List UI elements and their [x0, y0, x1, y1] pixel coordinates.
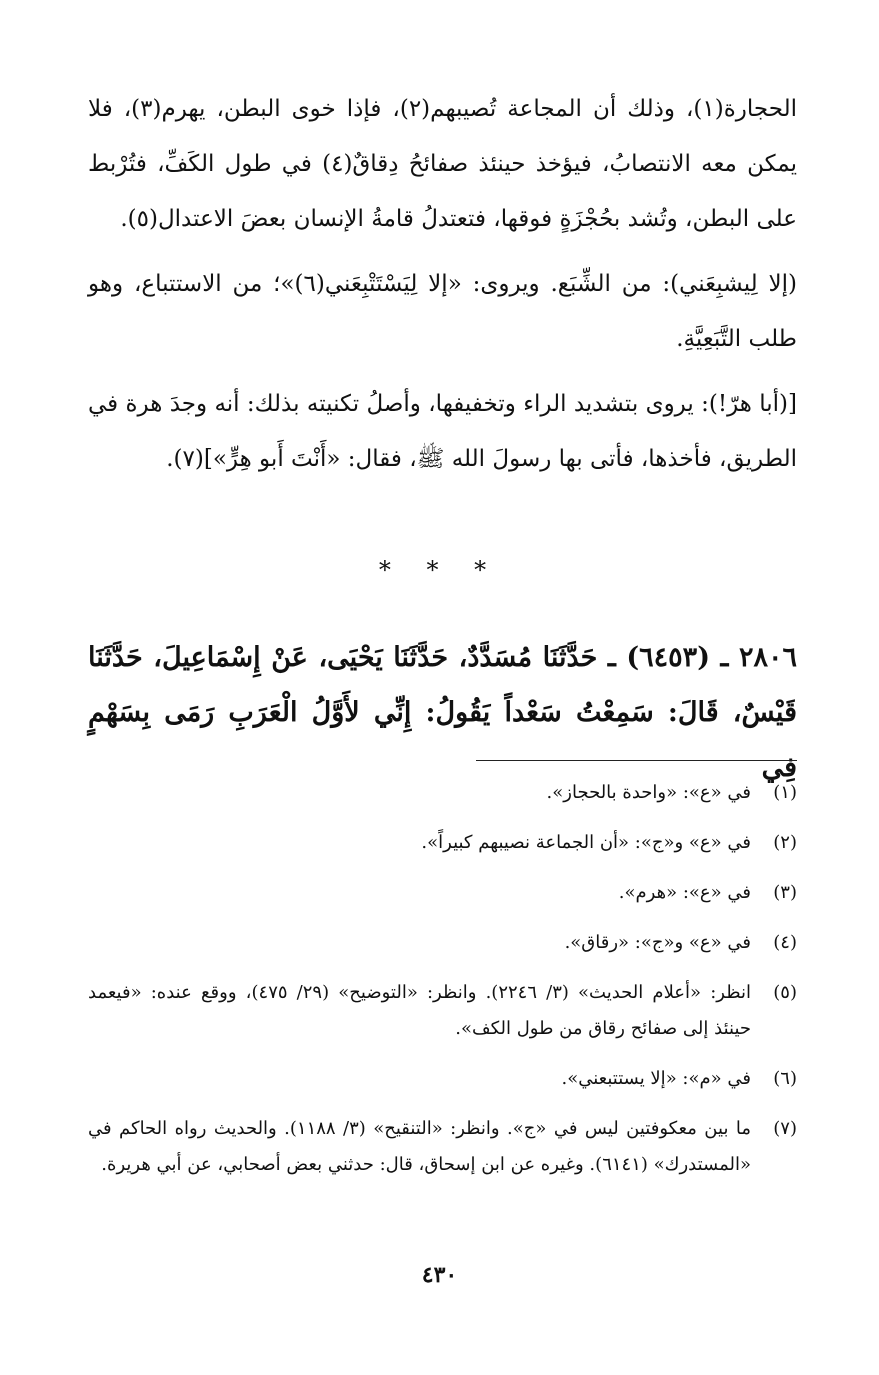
commentary-paragraph: [(أبا هرّ!): يروى بتشديد الراء وتخفيفها، وأصلُ تكنيته بذلك: أنه وجدَ هرة في الطريق، فأخذها، فأتى بها رسولَ الله ﷺ، فقال: «أَنْتَ أَبو هِرٍّ»](٧).	[88, 391, 797, 472]
footnote-item	[88, 975, 797, 1047]
section-separator: * * *	[378, 556, 501, 584]
footnote-item	[88, 1061, 797, 1097]
footnote-number: (١)	[773, 782, 797, 803]
hadith-text	[88, 630, 797, 795]
footnote-text: ما بين معكوفتين ليس في «ج». وانظر: «التنقيح» (٣/ ١١٨٨). والحديث رواه الحاكم في «المستدرك» (٦١٤١). وغيره عن ابن إسحاق، قال: حدثني بعض أصحابي، عن أبي هريرة.	[88, 1118, 751, 1175]
footnote-item	[88, 775, 797, 811]
footnote-item	[88, 825, 797, 861]
footnote-number: (٥)	[773, 982, 797, 1003]
footnote-divider	[476, 760, 797, 761]
footnote-text: في «ع»: «هرم».	[618, 882, 751, 903]
footnote-number: (٣)	[773, 882, 797, 903]
footnotes	[88, 775, 797, 1197]
footnote-text: في «م»: «إلا يستتبعني».	[561, 1068, 751, 1089]
footnote-number: (٤)	[773, 932, 797, 953]
footnote-item	[88, 1111, 797, 1183]
commentary-paragraph: (إلا لِيشبِعَني): من الشِّبَع. ويروى: «إلا لِيَسْتَتْبِعَني(٦)»؛ من الاستتباع، وهو طلب التَّبَعِيَّةِ.	[88, 271, 797, 352]
footnote-text: في «ع»: «واحدة بالحجاز».	[546, 782, 751, 803]
page-number: ٤٣٠	[421, 1262, 458, 1288]
footnote-text: في «ع» و«ج»: «رقاق».	[564, 932, 751, 953]
commentary-paragraph: الحجارة(١)، وذلك أن المجاعة تُصيبهم(٢)، فإذا خوى البطن، يهرم(٣)، فلا يمكن معه الانتصابُ، فيؤخذ حينئذ صفائحُ دِقاقٌ(٤) في طول الكَفِّ، فتُرْبط على البطن، وتُشد بحُجْزَةٍ فوقها، فتعتدلُ قامةُ الإنسان بعضَ الاعتدال(٥).	[88, 96, 798, 232]
footnote-number: (٦)	[773, 1068, 797, 1089]
footnote-text: في «ع» و«ج»: «أن الجماعة نصيبهم كبيراً».	[421, 832, 751, 853]
footnote-item	[88, 925, 797, 961]
footnote-text: انظر: «أعلام الحديث» (٣/ ٢٢٤٦). وانظر: «التوضيح» (٢٩/ ٤٧٥)، ووقع عنده: «فيعمد حينئذ إلى صفائح رقاق من طول الكف».	[88, 982, 751, 1039]
footnote-item	[88, 875, 797, 911]
commentary-text	[88, 82, 797, 497]
hadith-paragraph: ٢٨٠٦ ـ (٦٤٥٣) ـ حَدَّثَنَا مُسَدَّدٌ، حَدَّثَنَا يَحْيَى، عَنْ إِسْمَاعِيلَ، حَدَّثَنَا قَيْسٌ، قَالَ: سَمِعْتُ سَعْداً يَقُولُ: إِنِّي لأَوَّلُ الْعَرَبِ رَمَى بِسَهْمٍ فِي	[88, 642, 797, 783]
footnote-number: (٢)	[773, 832, 797, 853]
footnote-number: (٧)	[773, 1118, 797, 1139]
